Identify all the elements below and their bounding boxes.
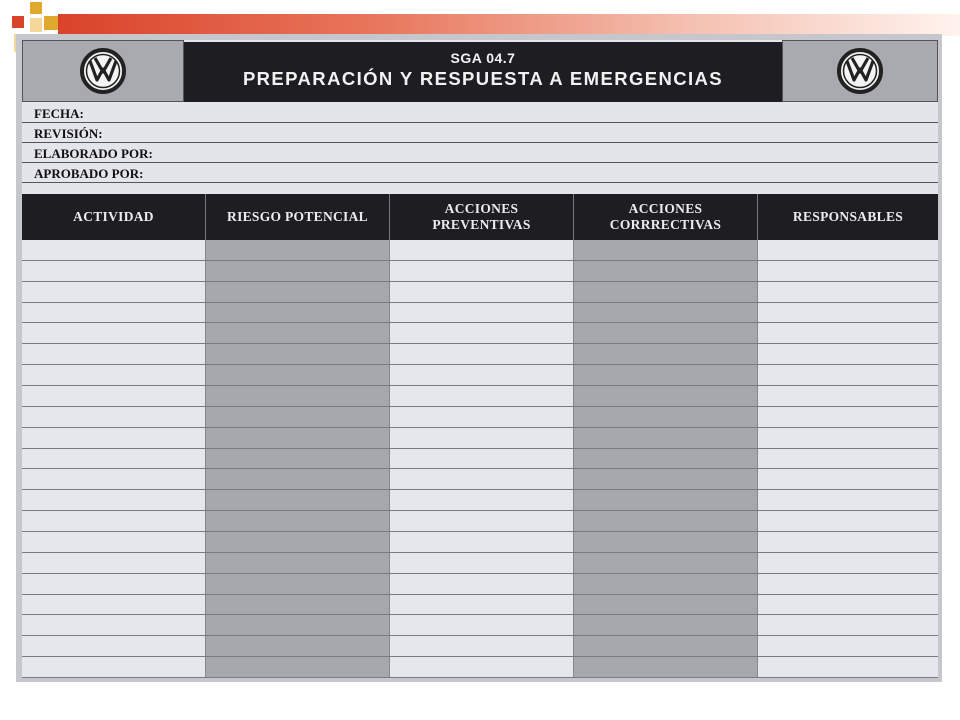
header-line: ACCIONES (444, 201, 519, 216)
field-label: FECHA: (34, 106, 84, 121)
vw-logo-icon (80, 48, 126, 94)
form-title-block (22, 40, 938, 104)
table-row (22, 302, 938, 303)
table-row (22, 552, 938, 553)
table-row (22, 510, 938, 511)
form-title: PREPARACIÓN Y RESPUESTA A EMERGENCIAS (242, 68, 724, 89)
table-row (22, 468, 938, 469)
form-paper (22, 40, 938, 678)
table-row (22, 385, 938, 386)
deco-square-gold-top (30, 2, 42, 14)
table-row (22, 343, 938, 344)
scanned-form (16, 34, 942, 682)
header-line: RESPONSABLES (792, 209, 904, 224)
column-acciones-preventivas (390, 194, 574, 678)
form-title-banner (184, 42, 782, 102)
header-line: ACTIVIDAD (73, 209, 154, 224)
table-row (22, 260, 938, 261)
table-row (22, 635, 938, 636)
header-acciones-correctivas (574, 194, 758, 240)
table-row (22, 281, 938, 282)
column-responsables (758, 194, 938, 678)
vw-logo-icon (837, 48, 883, 94)
table-row (22, 427, 938, 428)
header-gradient-bar (58, 14, 960, 36)
form-info-fields (22, 104, 938, 186)
header-actividad (22, 194, 206, 240)
table-row (22, 364, 938, 365)
table-row (22, 656, 938, 657)
field-label: REVISIÓN: (34, 126, 103, 141)
column-actividad (22, 194, 206, 678)
field-revision (22, 124, 938, 143)
table-row (22, 406, 938, 407)
column-riesgo-potencial (206, 194, 390, 678)
form-code: SGA 04.7 (450, 50, 516, 66)
column-acciones-correctivas (574, 194, 758, 678)
field-label: ELABORADO POR: (34, 146, 153, 161)
field-label: APROBADO POR: (34, 166, 144, 181)
table-row (22, 489, 938, 490)
field-fecha (22, 104, 938, 123)
table-header (22, 194, 938, 240)
logo-cell-right (782, 40, 938, 102)
table-row (22, 322, 938, 323)
deco-square-gold-low (30, 18, 42, 32)
logo-cell-left (22, 40, 184, 102)
field-elaborado-por (22, 144, 938, 163)
table-row (22, 448, 938, 449)
deco-square-gold-mid (44, 16, 58, 30)
deco-square-red (12, 16, 24, 28)
header-line: ACCIONES (628, 201, 703, 216)
header-line: RIESGO POTENCIAL (227, 209, 368, 224)
table-row (22, 573, 938, 574)
header-responsables (758, 194, 938, 240)
table-row (22, 677, 938, 678)
header-riesgo-potencial (206, 194, 390, 240)
field-aprobado-por (22, 164, 938, 183)
table-row (22, 594, 938, 595)
table-row (22, 614, 938, 615)
header-line: PREVENTIVAS (432, 217, 531, 232)
header-line: CORRRECTIVAS (609, 217, 722, 232)
header-acciones-preventivas (390, 194, 574, 240)
emergency-table (22, 194, 938, 678)
table-row (22, 531, 938, 532)
